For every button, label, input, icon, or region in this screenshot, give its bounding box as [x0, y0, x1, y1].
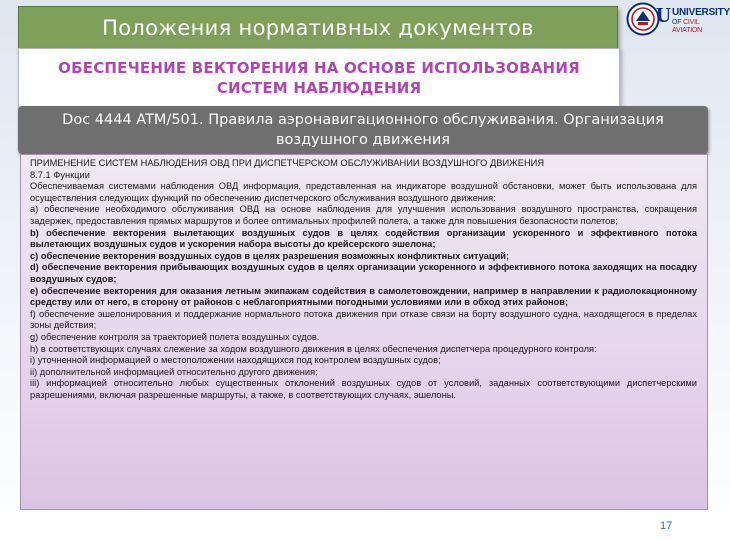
logo-line-2-prefix: OF	[672, 19, 684, 26]
document-title: Doc 4444 ATM/501. Правила аэронавигационного обслуживания. Организация воздушного движения	[62, 112, 664, 148]
list-item-h-ii: ii) дополнительной информацией относительно другого движения;	[30, 366, 318, 377]
logo-line-1: UNIVERSITY	[672, 7, 730, 18]
slide-title-bar	[18, 6, 618, 50]
list-item-c: c) обеспечение векторения воздушных судов в целях разрешения возможных конфликтных ситуаций;	[30, 250, 510, 261]
university-logo	[626, 2, 730, 38]
page-number: 17	[660, 520, 673, 532]
logo-line-2-highlight: CIVIL AVIATION	[672, 19, 703, 34]
list-item-f: f) обеспечение эшелонирования и поддержание нормального потока движения при отказе связи на борту воздушного судна, находящегося в пределах зоны действия;	[30, 308, 697, 331]
list-item-d: d) обеспечение векторения прибывающих воздушных судов в целях организации ускоренного и эффективного потока заходящих на посадку воздушных судов;	[30, 262, 697, 284]
subheading: ОБЕСПЕЧЕНИЕ ВЕКТОРЕНИЯ НА ОСНОВЕ ИСПОЛЬЗОВАНИЯ СИСТЕМ НАБЛЮДЕНИЯ	[58, 59, 580, 97]
list-item-g: g) обеспечение контроля за траекторией полета воздушных судов.	[30, 331, 320, 342]
list-item-e: e) обеспечение векторения для оказания летным экипажам содействия в самолетовождении, например в направлении к радиолокационному средству или от него, в сторону от районов с неблагоприятными погодными условиями или в обход этих районов;	[30, 285, 697, 308]
content-panel	[20, 154, 708, 510]
slide-title: Положения нормативных документов	[102, 16, 534, 40]
subheading-box	[18, 48, 620, 108]
document-reference-box	[18, 106, 708, 154]
logo-letter: U	[656, 3, 672, 27]
content-heading: ПРИМЕНЕНИЕ СИСТЕМ НАБЛЮДЕНИЯ ОВД ПРИ ДИСПЕТЧЕРСКОМ ОБСЛУЖИВАНИИ ВОЗДУШНОГО ДВИЖЕНИЯ	[30, 158, 545, 168]
list-item-b: b) обеспечение векторения вылетающих воздушных судов в целях содействия организации ускоренного и эффективного потока вылетающих воздушных судов и ускорения набора высоты до крейсерского эшелона;	[30, 227, 697, 250]
list-item-h-iii: iii) информацией относительно любых существенных отклонений воздушных судов от условий, заданных соответствующими диспетчерскими разрешениями, включая разрешенные маршруты, а также, в соответствующих случаях, эшелоны.	[30, 378, 697, 400]
university-emblem-icon	[626, 2, 660, 36]
list-item-a: а) обеспечение необходимого обслуживания ОВД на основе наблюдения для улучшения использования воздушного пространства, сокращения задержек, предоставления прямых маршрутов и более оптимальных профилей полета, а также для повышения безопасности полетов;	[30, 204, 697, 226]
list-item-h: h) в соответствующих случаях слежение за ходом воздушного движения в целях обеспечения диспетчера процедурного контроля:	[30, 343, 597, 354]
logo-line-2	[672, 19, 720, 35]
list-item-h-i: i) уточненной информацией о местоположении находящихся под контролем воздушных судов;	[30, 355, 441, 366]
intro-paragraph: Обеспечиваемая системами наблюдения ОВД информация, представленная на индикаторе воздушной обстановки, может быть использована для осуществления следующих функций по обеспечению диспетчерского обслуживания воздушного движения:	[30, 181, 697, 203]
section-number: 8.7.1 Функции	[30, 169, 90, 180]
